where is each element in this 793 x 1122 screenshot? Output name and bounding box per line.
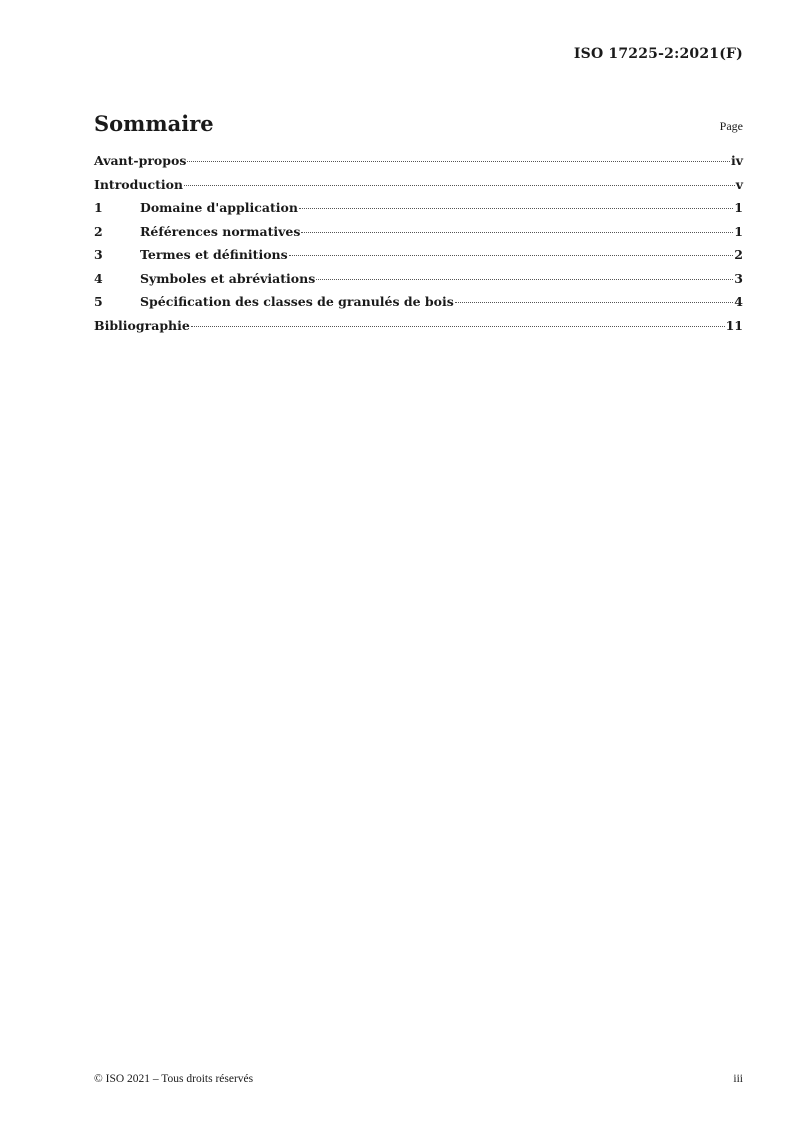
toc-entry[interactable] — [94, 318, 743, 342]
document-id: ISO 17225-2:2021(F) — [573, 46, 743, 62]
toc-entry-title: Termes et définitions — [140, 247, 288, 262]
toc-dot-leader — [299, 208, 733, 209]
toc-entry-title: Avant-propos — [94, 153, 187, 168]
toc-entry-title: Références normatives — [140, 223, 301, 239]
toc-entry[interactable] — [94, 271, 743, 295]
toc-dot-leader — [301, 232, 733, 233]
toc-entry-number: 2 — [94, 223, 103, 239]
toc-dot-leader — [187, 161, 730, 162]
toc-entry-page: 2 — [734, 247, 743, 262]
toc-entry-title: Bibliographie — [94, 317, 190, 333]
toc-entry-title: Symboles et abréviations — [140, 270, 316, 286]
toc-entry-number: 4 — [94, 270, 103, 286]
toc-entry-page: iv — [730, 153, 743, 168]
toc-dot-leader — [316, 279, 733, 280]
toc-entry[interactable] — [94, 200, 743, 224]
toc-entry-page: v — [735, 176, 743, 192]
toc-dot-leader — [455, 302, 734, 303]
toc-entry-number: 3 — [94, 247, 103, 262]
toc-entry-page: 4 — [734, 294, 743, 309]
toc-dot-leader — [184, 185, 735, 186]
toc-entry-page: 1 — [734, 223, 743, 239]
toc-entry-title: Introduction — [94, 176, 184, 192]
toc-entry-page: 11 — [725, 317, 743, 333]
toc-dot-leader — [191, 326, 725, 327]
page-title: Sommaire — [94, 111, 214, 136]
toc-entry-number: 5 — [94, 294, 103, 309]
toc-entry[interactable] — [94, 224, 743, 248]
toc-entry-title: Domaine d'application — [140, 200, 298, 215]
toc-entry[interactable] — [94, 247, 743, 271]
toc-entry-page: 1 — [734, 200, 743, 215]
table-of-contents — [94, 153, 743, 341]
toc-entry[interactable] — [94, 177, 743, 201]
toc-entry[interactable] — [94, 294, 743, 318]
toc-entry-number: 1 — [94, 200, 103, 215]
toc-entry-title: Spécification des classes de granulés de bois — [140, 294, 454, 309]
page-column-label: Page — [719, 119, 743, 133]
toc-entry-page: 3 — [734, 270, 743, 286]
footer-copyright: © ISO 2021 – Tous droits réservés — [94, 1073, 254, 1085]
footer-page-number: iii — [733, 1073, 743, 1085]
toc-dot-leader — [289, 255, 734, 256]
toc-entry[interactable] — [94, 153, 743, 177]
